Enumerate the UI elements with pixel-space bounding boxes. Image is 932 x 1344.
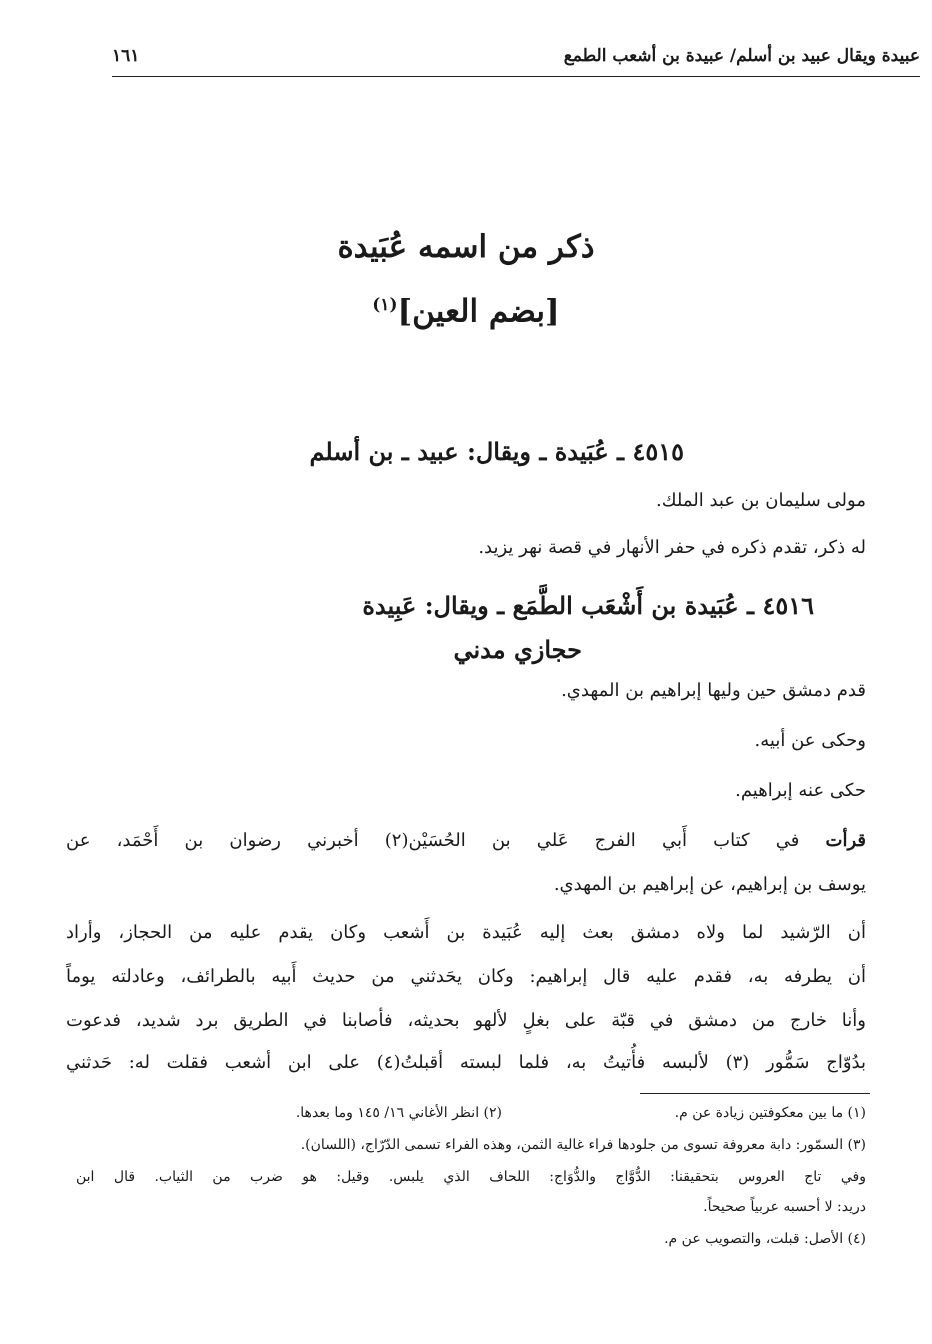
chapter-title-line2	[0, 276, 932, 340]
footnote-3: (٣) السمّور: دابة معروفة تسوى من جلودها فراء غالية الثمن، وهذه الفراء تسمى الدّرّاج، (اللسان).	[300, 1137, 866, 1153]
running-header	[112, 38, 920, 77]
entry-4516-p5-line4: بدُوّاج سَمُّور (٣) لألبسه فأُتيتُ به، فلما لبسته أقبلتُ(٤) على ابن أشعب فقلت له: حَدثني	[66, 1052, 867, 1073]
chapter-subtitle: [بضم العين]	[397, 293, 560, 330]
entry-heading-4516-sub: حجازي مدني	[453, 635, 582, 664]
footnote-2: (٢) انظر الأغاني ١٦/ ١٤٥ وما بعدها.	[295, 1105, 502, 1121]
running-title: عبيدة ويقال عبيد بن أسلم/ عبيدة بن أشعب الطمع	[563, 46, 920, 66]
entry-4516-p5-line2: أن يطرفه به، فقدم عليه قال إبراهيم: وكان يحَدثني من حديث أَبيه بالطرائف، وعادلته يوماً	[66, 966, 866, 987]
entry-heading-4516: ٤٥١٦ ـ عُبَيدة بن أَشْعَب الطَّمَع ـ ويقال: عَبِيدة	[362, 591, 814, 620]
entry-4516-p1: قدم دمشق حين وليها إبراهيم بن المهدي.	[561, 680, 866, 701]
footnote-1: (١) ما بين معكوفتين زيادة عن م.	[674, 1105, 866, 1121]
chapter-title	[0, 218, 932, 340]
entry-4516-p5-line3: وأنا خارج من دمشق في قبّة على بغلٍ لألهو بحديثه، فأصابنا في الطريق برد شديد، فدعوت	[66, 1010, 866, 1031]
p4-lead-word: قرأت	[825, 830, 866, 851]
p4-line1-text: في كتاب أَبي الفرج عَلي بن الحُسَيْن(٢) أخبرني رضوان بن أَحْمَد، عن	[66, 830, 800, 851]
entry-4515-p2: له ذكر، تقدم ذكره في حفر الأنهار في قصة نهر يزيد.	[478, 537, 866, 558]
footnote-4: (٤) الأصل: قبلت، والتصويب عن م.	[664, 1231, 866, 1247]
chapter-title-line1: ذكر من اسمه عُبَيدة	[337, 229, 595, 265]
entry-4516-p4-line1	[66, 830, 866, 851]
entry-4515-p1: مولى سليمان بن عبد الملك.	[656, 490, 866, 511]
footnote-divider	[640, 1093, 870, 1094]
entry-4516-p3: حكى عنه إبراهيم.	[735, 780, 866, 801]
footnote-3-end: دريد: لا أحسبه عربياً صحيحاً.	[703, 1199, 866, 1215]
entry-4516-p2: وحكى عن أبيه.	[754, 730, 866, 751]
entry-heading-4515: ٤٥١٥ ـ عُبَيدة ـ ويقال: عبيد ـ بن أسلم	[309, 437, 684, 466]
entry-4516-p5-line1: أن الرّشيد لما ولاه دمشق بعث إليه عُبَيدة بن أَشعب وكان يقدم عليه من الحجاز، وأراد	[66, 922, 866, 943]
footnote-ref-1: (١)	[372, 295, 398, 315]
entry-4516-p4-line2: يوسف بن إبراهيم، عن إبراهيم بن المهدي.	[553, 874, 866, 895]
footnote-3-cont: وفي تاج العروس بتحقيقنا: الدُّوَّاج والدُّوَاج: اللحاف الذي يلبس. وقيل: هو ضرب من الثياب. قال ابن	[76, 1169, 866, 1185]
page-number: ١٦١	[112, 46, 140, 66]
